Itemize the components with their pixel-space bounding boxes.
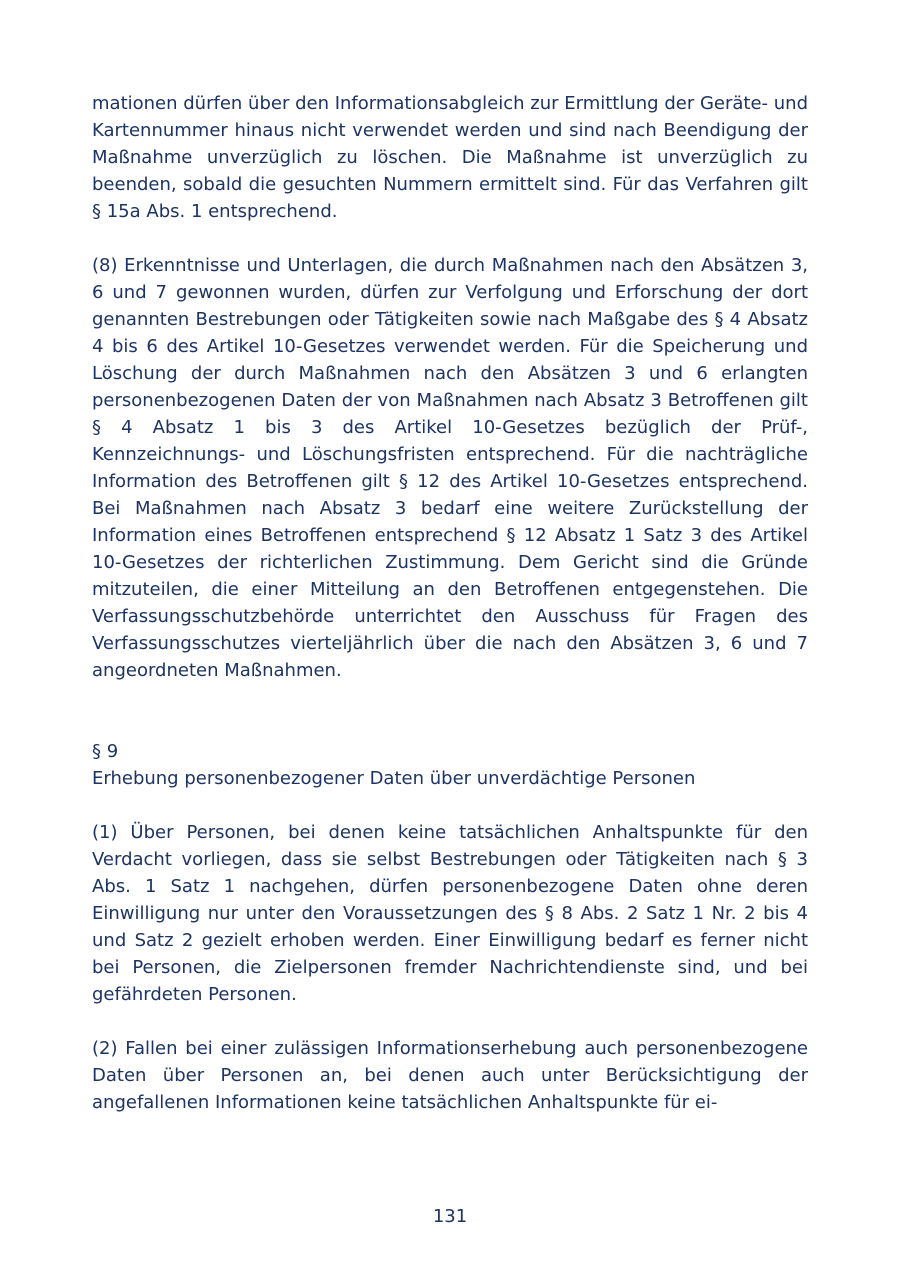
paragraph-7-continuation: mationen dürfen über den Informationsabgleich zur Ermittlung der Geräte- und Kartennummer hinaus nicht verwendet werden und sind nach Beendigung der Maßnahme unverzüglich zu löschen. Die Maßnahme ist unverzüglich zu beenden, sobald die gesuchten Nummern ermittelt sind. Für das Verfahren gilt § 15a Abs. 1 entsprechend. [92,93,808,222]
paragraph-8: (8) Erkenntnisse und Unterlagen, die durch Maßnahmen nach den Absätzen 3, 6 und 7 gewonnen wurden, dürfen zur Verfolgung und Erforschung der dort genannten Bestrebungen oder Tätigkeiten sowie nach Maßgabe des § 4 Absatz 4 bis 6 des Artikel 10-Gesetzes verwendet werden. Für die Speicherung und Löschung der durch Maßnahmen nach den Absätzen 3 und 6 erlangten personenbezogenen Daten der von Maßnahmen nach Absatz 3 Betroffenen gilt § 4 Absatz 1 bis 3 des Artikel 10-Gesetzes bezüglich der Prüf-, Kennzeichnungs- und Löschungsfristen entsprechend. Für die nachträgliche Information des Betroffenen gilt § 12 des Artikel 10-Gesetzes entsprechend. Bei Maßnahmen nach Absatz 3 bedarf eine weitere Zurückstellung der Information eines Betroffenen entsprechend § 12 Absatz 1 Satz 3 des Artikel 10-Gesetzes der richterlichen Zustimmung. Dem Gericht sind die Gründe mitzuteilen, die einer Mitteilung an den Betroffenen entgegenstehen. Die Verfassungsschutzbehörde unterrichtet den Ausschuss für Fragen des Verfassungsschutzes vierteljährlich über die nach den Absätzen 3, 6 und 7 angeordneten Maßnahmen. [92,255,808,681]
paragraph-gap [92,1008,808,1035]
section-number: § 9 [92,741,119,762]
section-title: Erhebung personenbezogener Daten über unverdächtige Personen [92,768,696,789]
section-gap [92,684,808,738]
page-number: 131 [432,1206,468,1227]
paragraph-gap [92,225,808,252]
document-page [92,90,808,1116]
paragraph-1: (1) Über Personen, bei denen keine tatsächlichen Anhaltspunkte für den Verdacht vorliegen, dass sie selbst Bestrebungen oder Tätigkeiten nach § 3 Abs. 1 Satz 1 nachgehen, dürfen personenbezogene Daten ohne deren Einwilligung nur unter den Voraussetzungen des § 8 Abs. 2 Satz 1 Nr. 2 bis 4 und Satz 2 gezielt erhoben werden. Einer Einwilligung bedarf es ferner nicht bei Personen, die Zielpersonen fremder Nachrichtendienste sind, und bei gefährdeten Personen. [92,822,808,1005]
paragraph-2: (2) Fallen bei einer zulässigen Informationserhebung auch personenbezogene Daten über Personen an, bei denen auch unter Berücksichtigung der angefallenen Informationen keine tatsächlichen Anhaltspunkte für ei- [92,1038,808,1113]
paragraph-gap [92,792,808,819]
